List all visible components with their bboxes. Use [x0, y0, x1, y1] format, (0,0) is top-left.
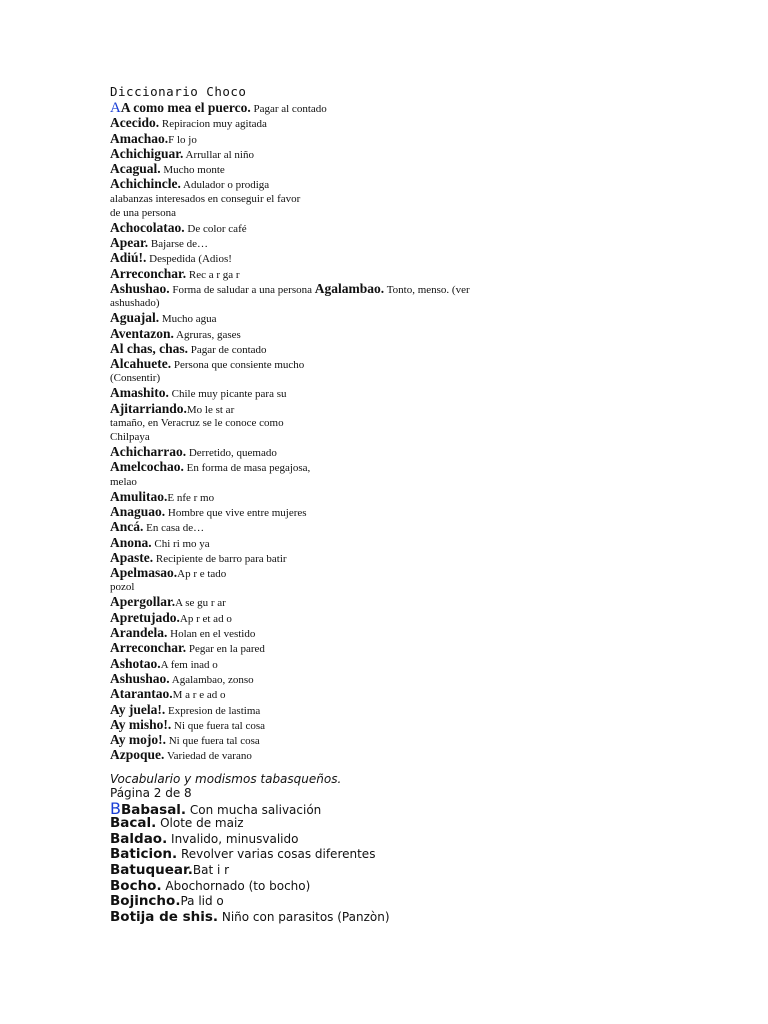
entry-continuation: [110, 296, 730, 310]
entry-definition: Olote de maiz: [156, 816, 244, 831]
dictionary-entry: [110, 702, 730, 717]
dictionary-entry: [110, 220, 730, 235]
dictionary-entry: [110, 610, 730, 625]
entry-definition: Repiracion muy agitada: [159, 118, 267, 131]
entry-term: Amashito.: [110, 385, 169, 401]
entry-definition: Rec a r ga r: [186, 268, 240, 281]
dictionary-entry: [110, 879, 730, 895]
entry-term: Achichincle.: [110, 176, 181, 192]
dictionary-entry: [110, 550, 730, 565]
entry-term: Apear.: [110, 235, 149, 251]
entry-definition: Pagar al contado: [250, 103, 327, 115]
entry-term: Agalambao.: [314, 280, 385, 296]
entry-definition: F lo jo: [168, 133, 197, 146]
entry-term: Apelmasao.: [110, 565, 178, 581]
dictionary-entry: [110, 847, 730, 863]
entry-definition: Invalido, minusvalido: [167, 831, 299, 846]
entry-continuation: [110, 580, 730, 594]
dictionary-entry: [110, 235, 730, 250]
dictionary-entry: [110, 732, 730, 747]
section-letter: A: [110, 100, 121, 116]
document-title: Diccionario Choco: [110, 84, 247, 99]
entry-definition: M a r e ad o: [172, 689, 226, 702]
entry-definition: Expresion de lastima: [165, 704, 261, 717]
entry-definition: Derretido, quemado: [186, 447, 277, 460]
entry-definition: ashushado): [110, 297, 160, 310]
page-footer: [110, 772, 730, 801]
entry-term: Achichiguar.: [110, 145, 184, 161]
entry-term: Baldao.: [110, 830, 168, 847]
entry-term: Azpoque.: [110, 747, 165, 763]
dictionary-entry: [110, 326, 730, 341]
entry-term: Amelcochao.: [110, 459, 184, 475]
entry-continuation: [110, 430, 730, 444]
entry-definition: Holan en el vestido: [167, 628, 256, 641]
entry-definition: Hombre que vive entre mujeres: [165, 506, 307, 519]
dictionary-entry: [110, 565, 730, 580]
dictionary-entry: [110, 341, 730, 356]
entry-continuation: [110, 416, 730, 430]
dictionary-entry: [110, 832, 730, 848]
entry-term: Arreconchar.: [110, 640, 187, 656]
entry-definition: (Consentir): [110, 372, 161, 385]
entry-definition: Ni que fuera tal cosa: [165, 735, 260, 748]
dictionary-entry: [110, 459, 730, 474]
entry-definition: tamaño, en Veracruz se le conoce como: [110, 417, 284, 430]
page-number: Página 2 de 8: [110, 785, 192, 800]
entry-definition: alabanzas interesados en conseguir el favor: [110, 192, 301, 205]
entry-definition: Pa lid o: [180, 894, 224, 909]
dictionary-entry: [110, 310, 730, 325]
entry-definition: E nfe r mo: [167, 491, 215, 504]
entry-term: Amulitao.: [110, 488, 168, 504]
entry-definition: Ap r e tado: [177, 568, 227, 581]
entry-definition: Persona que consiente mucho: [171, 359, 305, 372]
entry-definition: Con mucha salivación: [186, 802, 322, 817]
dictionary-entry: [110, 910, 730, 926]
dictionary-entry: [110, 401, 730, 416]
entry-term: Apaste.: [110, 549, 154, 565]
dictionary-entry: [110, 250, 730, 265]
entry-continuation: [110, 192, 730, 206]
dictionary-entry: [110, 504, 730, 519]
dictionary-entry: [110, 519, 730, 534]
document-page: [110, 84, 730, 925]
entry-definition: Pegar en la pared: [186, 643, 265, 656]
entry-term: Amachao.: [110, 130, 169, 146]
entry-term: Al chas, chas.: [110, 340, 189, 356]
entry-term: Ashotao.: [110, 655, 161, 671]
entry-definition: Recipiente de barro para batir: [153, 552, 287, 565]
entry-term: Achocolatao.: [110, 219, 185, 235]
section-b-entries: [110, 798, 730, 926]
entry-term: Ashushao.: [110, 280, 170, 296]
entry-term: Acecido.: [110, 115, 160, 131]
entry-term: Aventazon.: [110, 325, 174, 341]
entry-term: Bacal.: [110, 815, 157, 832]
entry-definition: Chi ri mo ya: [151, 537, 210, 550]
dictionary-entry: [110, 747, 730, 762]
dictionary-entry: [110, 686, 730, 701]
dictionary-entry: [110, 625, 730, 640]
entry-continuation: [110, 206, 730, 220]
entry-definition: A se gu r ar: [175, 597, 226, 610]
dictionary-entry: [110, 535, 730, 550]
entry-definition: Agalambao, zonso: [169, 673, 254, 686]
dictionary-entry: [110, 281, 730, 296]
entry-term: Arandela.: [110, 625, 168, 641]
dictionary-entry: [110, 146, 730, 161]
entry-definition: Mucho agua: [159, 313, 217, 326]
dictionary-entry: [110, 356, 730, 371]
dictionary-entry: [110, 385, 730, 400]
entry-definition: Adulador o prodiga: [180, 179, 270, 192]
entry-continuation: [110, 475, 730, 489]
entry-term: Bocho.: [110, 877, 162, 894]
entry-definition: En casa de…: [143, 522, 205, 535]
entry-definition: En forma de masa pegajosa,: [183, 462, 311, 475]
entry-definition: Ni que fuera tal cosa: [171, 719, 266, 732]
dictionary-entry: [110, 266, 730, 281]
entry-definition: Revolver varias cosas diferentes: [177, 847, 376, 862]
dictionary-entry: [110, 816, 730, 832]
entry-definition: Bajarse de…: [148, 238, 209, 251]
entry-term: Anona.: [110, 534, 152, 550]
entry-definition: de una persona: [110, 206, 176, 219]
entry-term: A como mea el puerco.: [120, 100, 251, 115]
dictionary-entry: [110, 131, 730, 146]
entry-term: Ashushao.: [110, 670, 170, 686]
dictionary-entry: [110, 115, 730, 130]
entry-definition: Mo le st ar: [186, 403, 235, 416]
dictionary-entry: [110, 894, 730, 910]
entry-term: Ay mojo!.: [110, 732, 166, 748]
entry-definition: Despedida (Adios!: [146, 253, 232, 266]
entry-definition: Ap r et ad o: [179, 612, 232, 625]
entry-definition: Forma de saludar a una persona: [169, 283, 315, 296]
entry-definition: Agruras, gases: [173, 328, 241, 341]
entry-definition: Pagar de contado: [188, 343, 267, 356]
dictionary-entry: [110, 798, 730, 818]
section-a-entries: [110, 100, 730, 763]
entry-term: Botija de shis.: [110, 908, 219, 925]
footer-title: Vocabulario y modismos tabasqueños.: [110, 771, 342, 786]
entry-term: Ay misho!.: [110, 716, 172, 732]
entry-definition: Mucho monte: [160, 164, 225, 177]
dictionary-entry: [110, 863, 730, 879]
entry-term: Arreconchar.: [110, 265, 187, 281]
entry-term: Adiú!.: [110, 250, 147, 266]
dictionary-entry: [110, 640, 730, 655]
dictionary-entry: [110, 161, 730, 176]
entry-term: Babasal.: [120, 801, 187, 818]
dictionary-entry: [110, 100, 730, 115]
entry-continuation: [110, 371, 730, 385]
entry-term: Ay juela!.: [110, 701, 166, 717]
entry-term: Batuquear.: [110, 862, 193, 879]
entry-definition: pozol: [110, 581, 135, 594]
entry-term: Acagual.: [110, 161, 161, 177]
entry-term: Apergollar.: [110, 594, 176, 610]
entry-definition: De color café: [184, 222, 247, 235]
entry-term: Ajitarriando.: [110, 400, 187, 416]
entry-definition: melao: [110, 475, 137, 488]
entry-term: Baticion.: [110, 846, 178, 863]
entry-definition: Variedad de varano: [164, 750, 252, 763]
entry-term: Atarantao.: [110, 686, 173, 702]
section-letter: B: [110, 798, 121, 818]
dictionary-entry: [110, 717, 730, 732]
entry-term: Apretujado.: [110, 609, 180, 625]
entry-term: Bojincho.: [110, 893, 181, 910]
dictionary-entry: [110, 671, 730, 686]
entry-definition: Chilpaya: [110, 431, 150, 444]
dictionary-entry: [110, 594, 730, 609]
entry-term: Aguajal.: [110, 310, 160, 326]
dictionary-entry: [110, 656, 730, 671]
entry-definition: Arrullar al niño: [183, 148, 254, 161]
entry-definition: Tonto, menso. (ver: [384, 283, 470, 296]
entry-definition: Abochornado (to bocho): [161, 878, 311, 893]
entry-definition: Chile muy picante para su: [168, 388, 287, 401]
entry-definition: Niño con parasitos (Panzòn): [218, 909, 390, 924]
entry-definition: Bat i r: [192, 863, 230, 878]
dictionary-entry: [110, 176, 730, 191]
dictionary-entry: [110, 489, 730, 504]
entry-term: Anaguao.: [110, 503, 166, 519]
entry-term: Alcahuete.: [110, 356, 172, 372]
entry-term: Ancá.: [110, 519, 144, 535]
entry-definition: A fem inad o: [160, 658, 218, 671]
dictionary-entry: [110, 444, 730, 459]
entry-term: Achicharrao.: [110, 444, 187, 460]
